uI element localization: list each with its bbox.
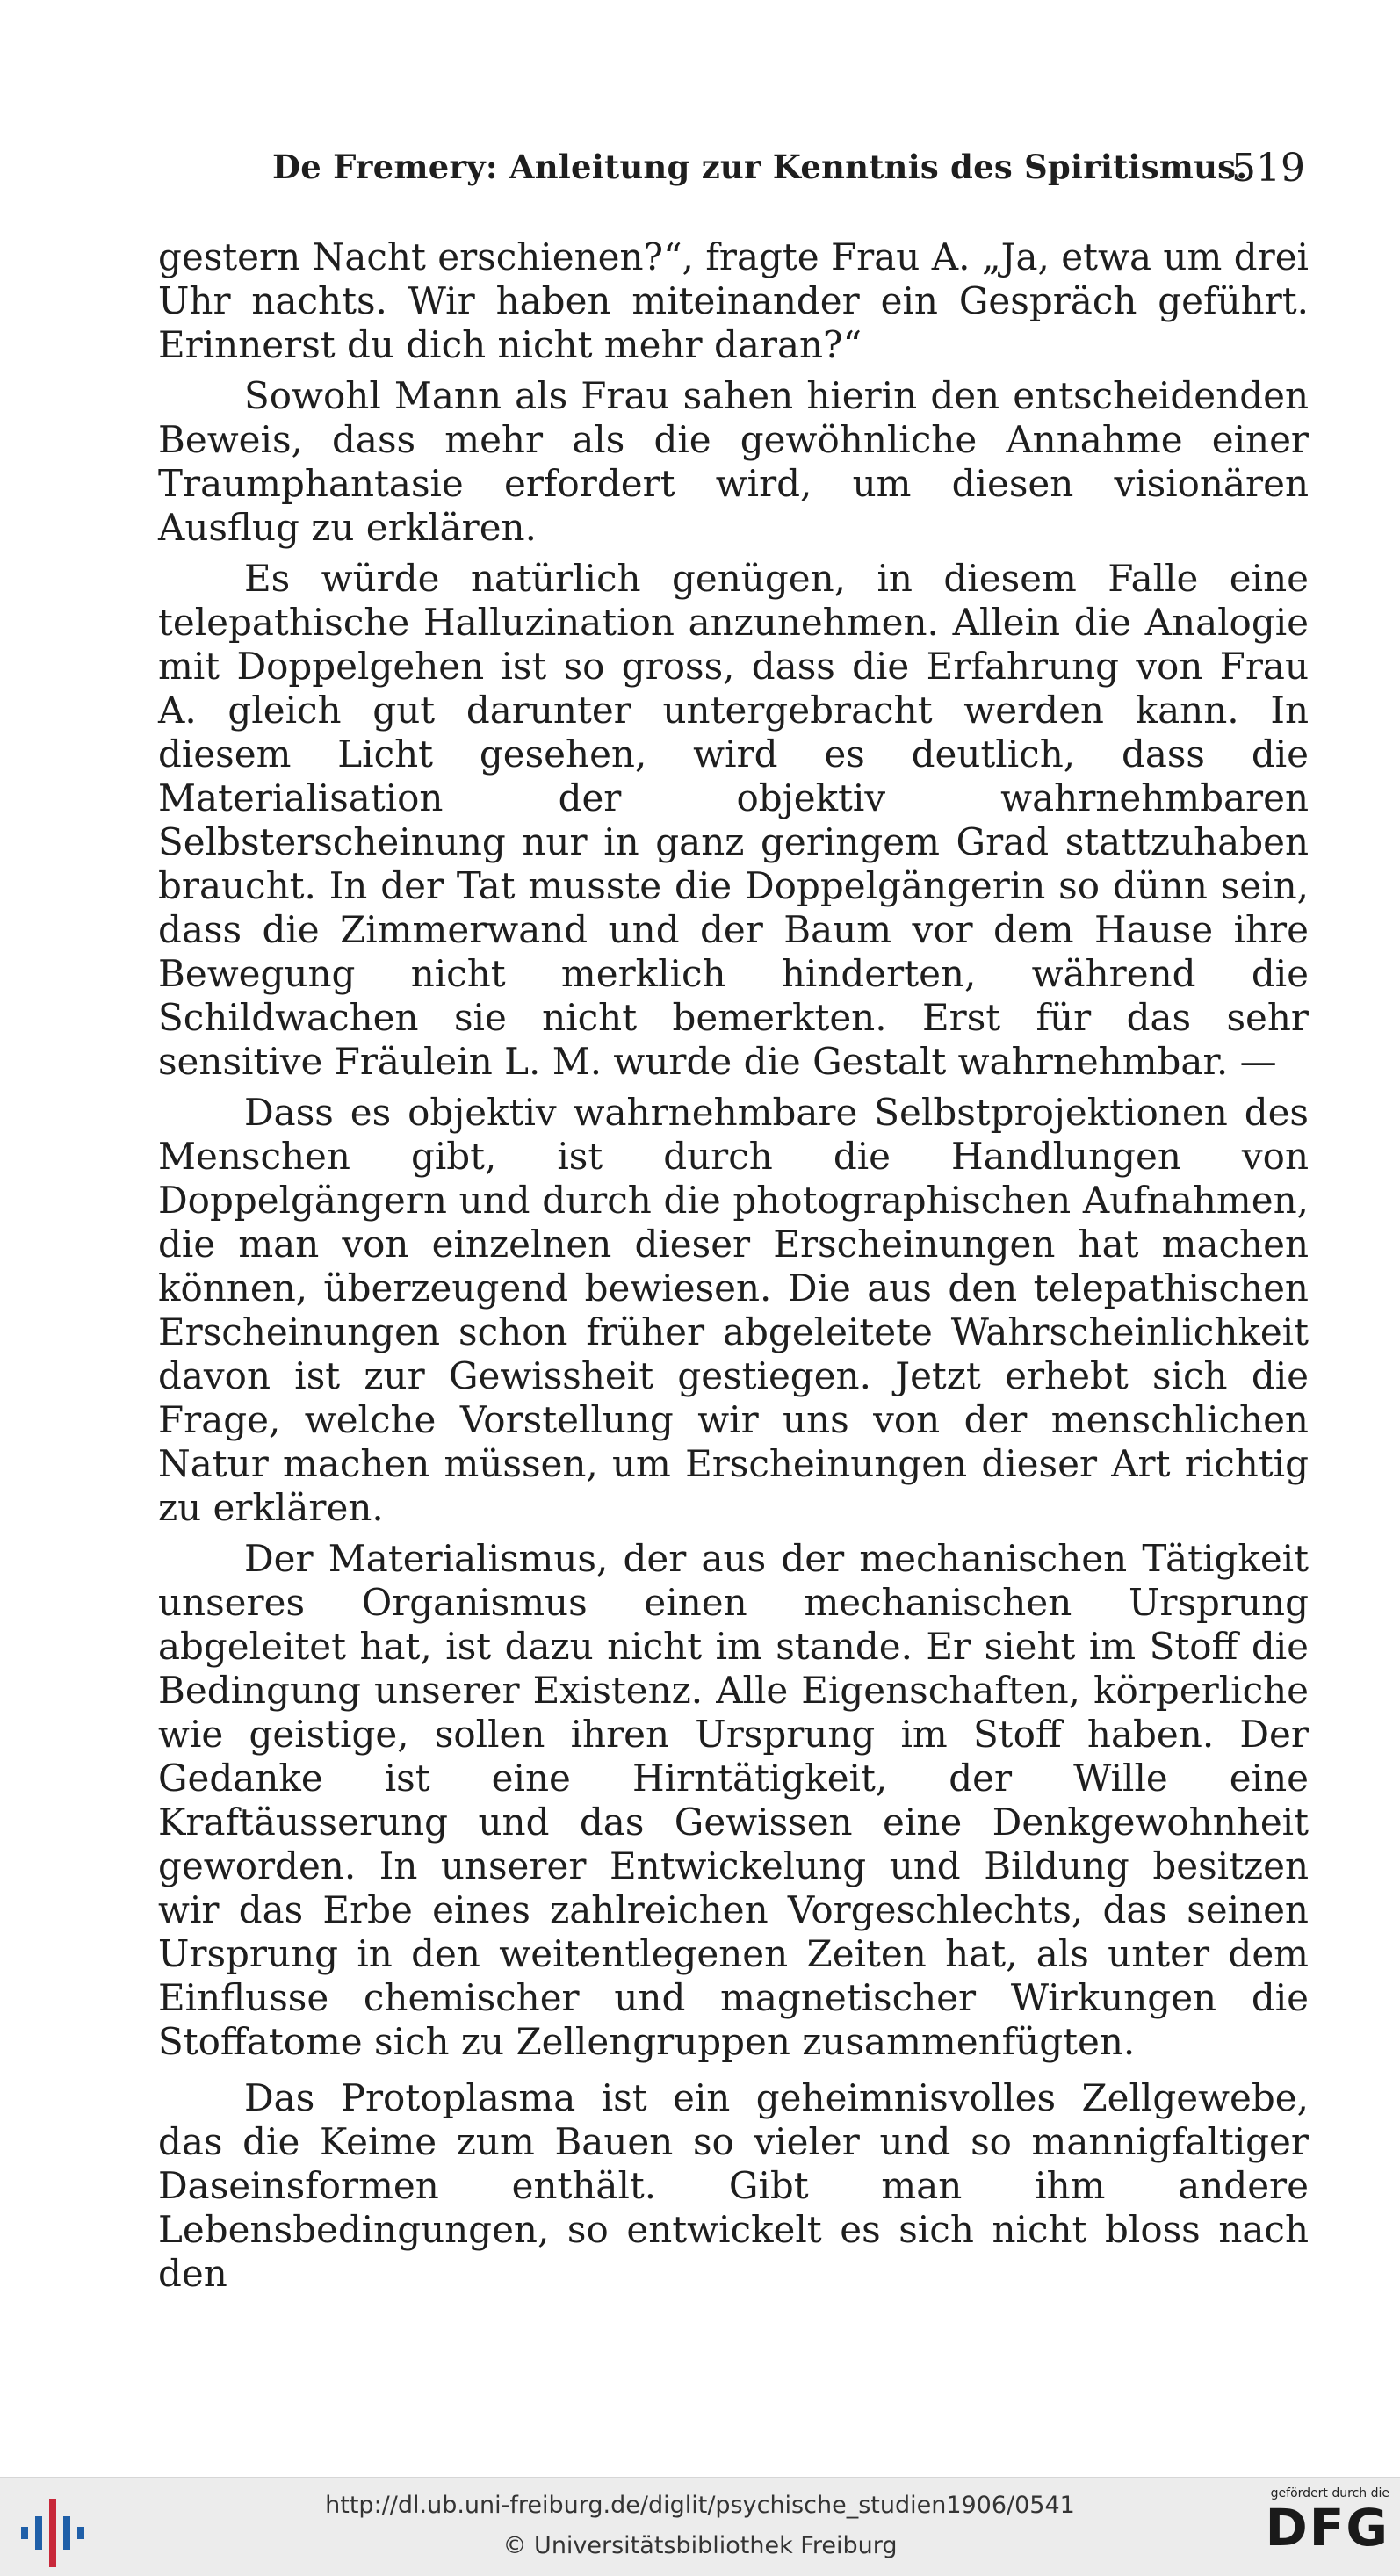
dfg-logo bbox=[1240, 2486, 1389, 2569]
paragraph-5: Der Materialismus, der aus der mechanischen Tätigkeit unseres Organismus einen mechanischen Ursprung abgeleitet hat, ist dazu nicht im stande. Er sieht im Stoff die Bedingung unserer Existenz. Alle Eigenschaften, körperliche wie geistige, sollen ihren Ursprung im Stoff haben. Der Gedanke ist eine Hirntätigkeit, der Wille eine Kraftäusserung und das Gewissen eine Denkgewohnheit geworden. In unserer Entwickelung und Bildung besitzen wir das Erbe eines zahlreichen Vorgeschlechts, das seinen Ursprung in den weitentlegenen Zeiten hat, als unter dem Einflusse chemischer und magnetischer Wirkungen die Stoffatome sich zu Zellengruppen zusammenfügten. bbox=[158, 1537, 1309, 2063]
dfg-logo-text: DFG bbox=[1265, 2498, 1389, 2558]
copyright-notice: © Universitätsbibliothek Freiburg bbox=[502, 2532, 898, 2559]
running-title: De Fremery: Anleitung zur Kenntnis des Spiritismus. bbox=[272, 148, 1248, 186]
body-text bbox=[158, 235, 1309, 2303]
viewer-footer bbox=[0, 2477, 1400, 2576]
paragraph-3: Es würde natürlich genügen, in diesem Falle eine telepathische Halluzination anzunehmen. Allein die Analogie mit Doppelgehen ist so gross, dass die Erfahrung von Frau A. gleich gut darunter untergebracht werden kann. In diesem Licht gesehen, wird es deutlich, dass die Materialisation der objektiv wahrnehmbaren Selbsterscheinung nur in ganz geringem Grad stattzuhaben braucht. In der Tat musste die Doppelgängerin so dünn sein, dass die Zimmerwand und der Baum vor dem Hause ihre Bewegung nicht merklich hinderten, während die Schildwachen sie nicht bemerkten. Erst für das sehr sensitive Fräulein L. M. wurde die Gestalt wahrnehmbar. — bbox=[158, 557, 1309, 1083]
dfg-tagline: gefördert durch die bbox=[1270, 2486, 1389, 2500]
paragraph-4: Dass es objektiv wahrnehmbare Selbstprojektionen des Menschen gibt, ist durch die Handlungen von Doppelgängern und durch die photographischen Aufnahmen, die man von einzelnen dieser Erscheinungen hat machen können, überzeugend bewiesen. Die aus den telepathischen Erscheinungen schon früher abgeleitete Wahrscheinlichkeit davon ist zur Gewissheit gestiegen. Jetzt erhebt sich die Frage, welche Vorstellung wir uns von der menschlichen Natur machen müssen, um Erscheinungen dieser Art richtig zu erklären. bbox=[158, 1091, 1309, 1529]
permalink-url[interactable]: http://dl.ub.uni-freiburg.de/diglit/psychische_studien1906/0541 bbox=[325, 2492, 1075, 2519]
paragraph-2: Sowohl Mann als Frau sahen hierin den entscheidenden Beweis, dass mehr als die gewöhnliche Annahme einer Traumphantasie erfordert wird, um diesen visionären Ausflug zu erklären. bbox=[158, 374, 1309, 549]
paragraph-1: gestern Nacht erschienen?“, fragte Frau A. „Ja, etwa um drei Uhr nachts. Wir haben miteinander ein Gespräch geführt. Erinnerst du dich nicht mehr daran?“ bbox=[158, 235, 1309, 366]
page-number: 519 bbox=[1231, 146, 1305, 191]
paragraph-6: Das Protoplasma ist ein geheimnisvolles Zellgewebe, das die Keime zum Bauen so vieler und so mannigfaltiger Daseinsformen enthält. Gibt man ihm andere Lebensbedingungen, so entwickelt es sich nicht bloss nach den bbox=[158, 2076, 1309, 2295]
